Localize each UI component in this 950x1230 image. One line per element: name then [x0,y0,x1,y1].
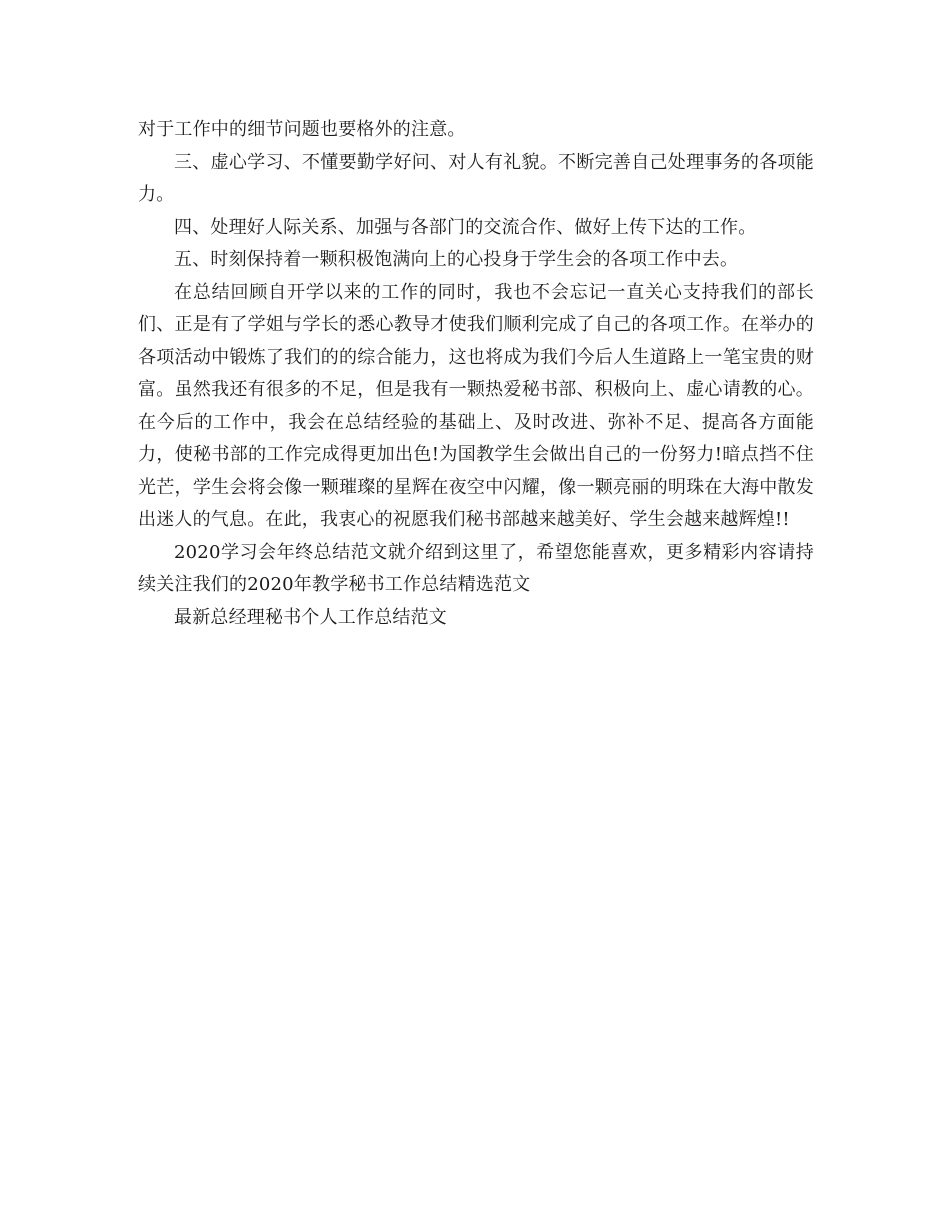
paragraph-closing-note: 2020学习会年终总结范文就介绍到这里了，希望您能喜欢，更多精彩内容请持续关注我们的2020年教学秘书工作总结精选范文 [138,541,814,595]
related-article-link[interactable]: 最新总经理秘书个人工作总结范文 [174,606,447,628]
paragraph-point-three: 三、虚心学习、不懂要勤学好问、对人有礼貌。不断完善自己处理事务的各项能力。 [138,151,814,205]
paragraph-point-four: 四、处理好人际关系、加强与各部门的交流合作、做好上传下达的工作。 [174,216,757,238]
document-body [138,114,814,634]
paragraph-conclusion: 在总结回顾自开学以来的工作的同时，我也不会忘记一直关心支持我们的部长们、正是有了学姐与学长的悉心教导才使我们顺利完成了自己的各项工作。在举办的各项活动中锻炼了我们的的综合能力，这也将成为我们今后人生道路上一笔宝贵的财富。虽然我还有很多的不足，但是我有一颗热爱秘书部、积极向上、虚心请教的心。在今后的工作中，我会在总结经验的基础上、及时改进、弥补不足、提高各方面能力，使秘书部的工作完成得更加出色!为国教学生会做出自己的一份努力!暗点挡不住光芒，学生会将会像一颗璀璨的星辉在夜空中闪耀，像一颗亮丽的明珠在大海中散发出迷人的气息。在此，我衷心的祝愿我们秘书部越来越美好、学生会越来越辉煌!! [138,281,814,530]
paragraph-continuation: 对于工作中的细节问题也要格外的注意。 [138,119,466,140]
paragraph-point-five: 五、时刻保持着一颗积极饱满向上的心投身于学生会的各项工作中去。 [174,249,739,270]
